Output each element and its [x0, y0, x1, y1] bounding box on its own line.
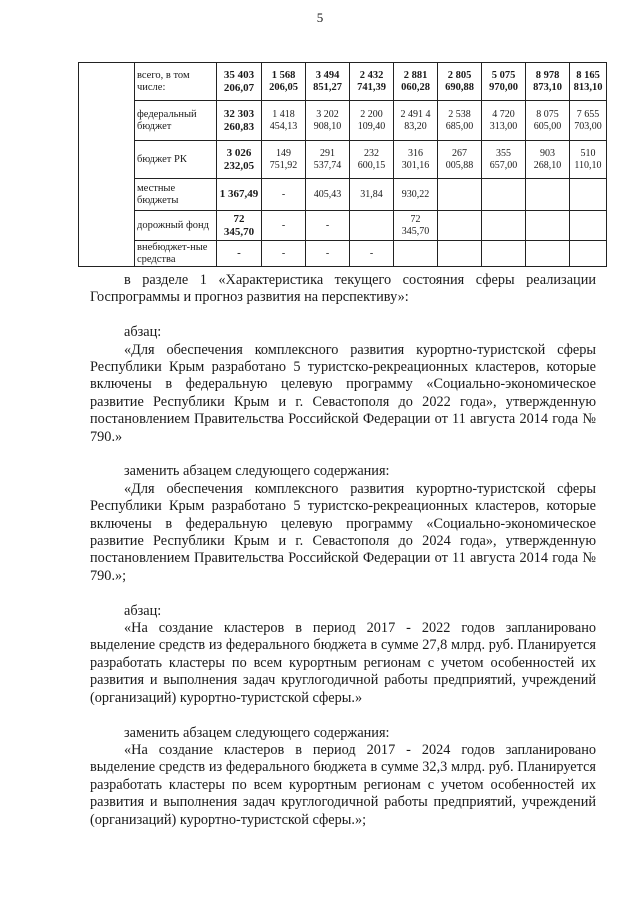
page-number: 5: [316, 10, 324, 25]
table-row: [79, 63, 607, 101]
year-value-cell: 7 655 703,00: [570, 101, 607, 141]
year-value-cell: [526, 179, 570, 211]
table-row: [79, 211, 607, 241]
year-value-cell: 3 494 851,27: [306, 63, 350, 101]
year-value-cell: [526, 241, 570, 267]
old-paragraph: «Для обеспечения комплексного развития курортно-туристской сферы Республики Крым разработано 5 туристско-рекреационных кластеров, которые включены в федеральную целевую программу «Социально-экономическое развитие Республики Крым и г. Севастополя до 2022 года», утвержденную постановлением Правительства Российской Федерации от 11 августа 2014 года № 790.»: [90, 341, 596, 445]
year-value-cell: [570, 241, 607, 267]
row-total: 35 403 206,07: [217, 63, 262, 101]
year-value-cell: 2 805 690,88: [438, 63, 482, 101]
paragraph-heading: абзац:: [124, 602, 162, 619]
old-paragraph: «На создание кластеров в период 2017 - 2022 годов запланировано выделение средств из федерального бюджета в сумме 27,8 млрд. руб. Планируется разработать кластеры по всем курортным регионам с учетом особенностей их развития и выполнения задач круглогодичной работы предприятий, учреждений (организаций) курортно-туристской сферы.»: [90, 620, 596, 706]
year-value-cell: -: [262, 179, 306, 211]
year-value-cell: 930,22: [394, 179, 438, 211]
row-label: дорожный фонд: [135, 211, 217, 241]
year-value-cell: 72 345,70: [394, 211, 438, 241]
year-value-cell: [570, 211, 607, 241]
year-value-cell: 903 268,10: [526, 141, 570, 179]
section-reference: в разделе 1 «Характеристика текущего состояния сферы реализации Госпрограммы и прогноз развития на перспективу»:: [90, 272, 596, 306]
year-value-cell: [482, 241, 526, 267]
year-value-cell: -: [306, 241, 350, 267]
new-paragraph: «На создание кластеров в период 2017 - 2024 годов запланировано выделение средств из федерального бюджета в сумме 32,3 млрд. руб. Планируется разработать кластеры по всем курортным регионам с учетом особенностей их развития и выполнения задач круглогодичной работы предприятий, учреждений (организаций) курортно-туристской сферы.»;: [90, 741, 596, 828]
year-value-cell: -: [262, 241, 306, 267]
year-value-cell: 2 200 109,40: [350, 101, 394, 141]
year-value-cell: [438, 241, 482, 267]
row-label: всего, в том числе:: [135, 63, 217, 101]
year-value-cell: [482, 179, 526, 211]
year-value-cell: 405,43: [306, 179, 350, 211]
year-value-cell: 2 432 741,39: [350, 63, 394, 101]
year-value-cell: [394, 241, 438, 267]
year-value-cell: 2 881 060,28: [394, 63, 438, 101]
table-row: [79, 101, 607, 141]
year-value-cell: -: [262, 211, 306, 241]
year-value-cell: 8 075 605,00: [526, 101, 570, 141]
year-value-cell: 291 537,74: [306, 141, 350, 179]
row-label: внебюджет-ные средства: [135, 241, 217, 267]
row-label: бюджет РК: [135, 141, 217, 179]
year-value-cell: 2 491 4 83,20: [394, 101, 438, 141]
document-body: [90, 272, 596, 829]
year-value-cell: 31,84: [350, 179, 394, 211]
year-value-cell: [438, 211, 482, 241]
year-value-cell: 1 418 454,13: [262, 101, 306, 141]
year-value-cell: 316 301,16: [394, 141, 438, 179]
funding-table: [78, 62, 607, 267]
row-total: -: [217, 241, 262, 267]
year-value-cell: [526, 211, 570, 241]
year-value-cell: 149 751,92: [262, 141, 306, 179]
year-value-cell: 3 202 908,10: [306, 101, 350, 141]
year-value-cell: 232 600,15: [350, 141, 394, 179]
year-value-cell: 4 720 313,00: [482, 101, 526, 141]
year-value-cell: 355 657,00: [482, 141, 526, 179]
row-total: 3 026 232,05: [217, 141, 262, 179]
table-row: [79, 241, 607, 267]
year-value-cell: 267 005,88: [438, 141, 482, 179]
row-total: 1 367,49: [217, 179, 262, 211]
new-paragraph: «Для обеспечения комплексного развития курортно-туристской сферы Республики Крым разработано 5 туристско-рекреационных кластеров, которые включены в федеральную целевую программу «Социально-экономическое развитие Республики Крым и г. Севастополя до 2024 года», утвержденную постановлением Правительства Российской Федерации от 11 августа 2014 года № 790.»;: [90, 480, 596, 584]
year-value-cell: [570, 179, 607, 211]
row-total: 72 345,70: [217, 211, 262, 241]
year-value-cell: 510 110,10: [570, 141, 607, 179]
year-value-cell: 8 978 873,10: [526, 63, 570, 101]
year-value-cell: 2 538 685,00: [438, 101, 482, 141]
row-label: местные бюджеты: [135, 179, 217, 211]
year-value-cell: 1 568 206,05: [262, 63, 306, 101]
year-value-cell: 8 165 813,10: [570, 63, 607, 101]
replacement-instruction: заменить абзацем следующего содержания:: [124, 724, 390, 741]
year-value-cell: [438, 179, 482, 211]
paragraph-heading: абзац:: [124, 324, 162, 341]
row-label: федеральный бюджет: [135, 101, 217, 141]
table-row: [79, 179, 607, 211]
year-value-cell: [350, 211, 394, 241]
year-value-cell: [482, 211, 526, 241]
row-total: 32 303 260,83: [217, 101, 262, 141]
replacement-instruction: заменить абзацем следующего содержания:: [124, 463, 390, 480]
year-value-cell: -: [306, 211, 350, 241]
year-value-cell: 5 075 970,00: [482, 63, 526, 101]
blank-lead-cell: [79, 63, 135, 267]
year-value-cell: -: [350, 241, 394, 267]
table-row: [79, 141, 607, 179]
